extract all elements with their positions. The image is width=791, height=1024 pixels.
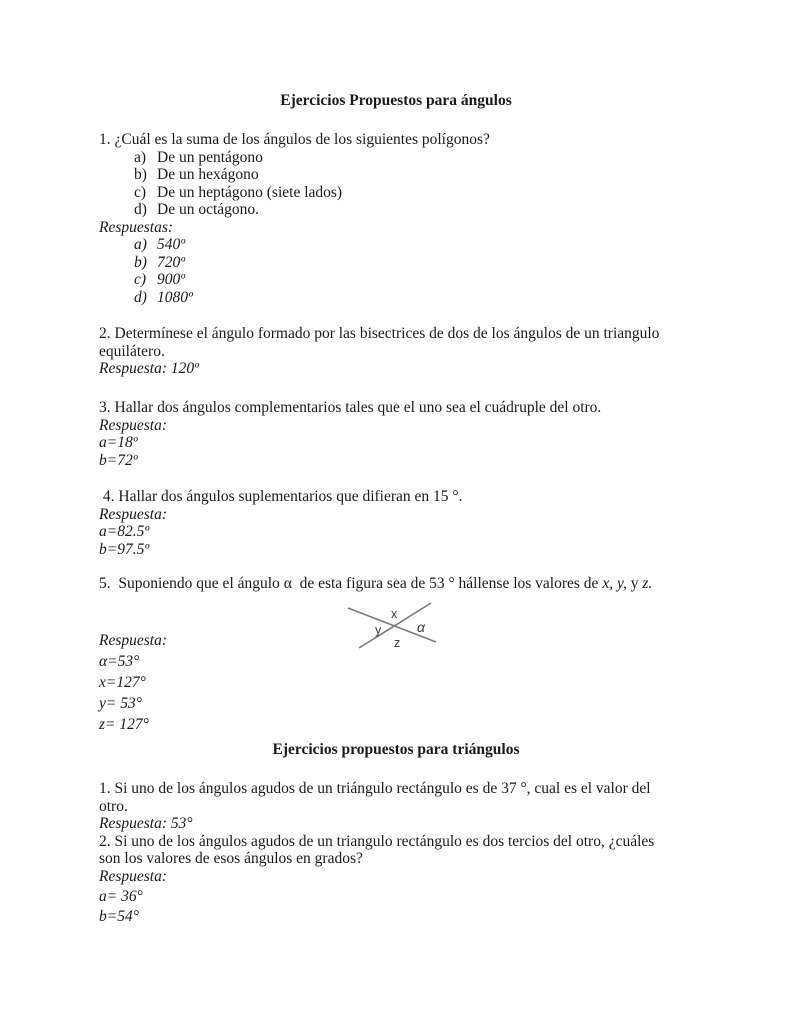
angulos-q1-option-a: [99, 149, 693, 167]
option-label: b): [134, 166, 147, 183]
triangulos-q2-answer-b: b=54°: [99, 908, 139, 925]
triangulos-q2-question-line1: 2. Si uno de los ángulos agudos de un triangulo rectángulo es dos tercios del otro, ¿cuáles: [99, 832, 655, 850]
angulos-q5-answer-heading: Respuesta:: [99, 632, 168, 649]
figure-label-y: y: [375, 623, 382, 637]
option-text: De un hexágono: [157, 166, 259, 183]
angulos-q4-question: 4. Hallar dos ángulos suplementarios que difieran en 15 °.: [99, 488, 463, 505]
angulos-q1-answer-d: [99, 289, 693, 307]
angulos-q1-option-d: [99, 201, 693, 219]
angulos-q3-answer-heading: Respuesta:: [99, 416, 168, 434]
option-label: d): [134, 201, 147, 218]
answer-label: b): [134, 253, 147, 271]
triangulos-q2-answer-a: a= 36°: [99, 888, 143, 905]
angulos-q3-answer-b: b=72º: [99, 451, 138, 469]
angulos-q1-answer-c: [99, 271, 693, 289]
q5-variables: z.: [642, 575, 653, 592]
triangulos-q2-question-line2: son los valores de esos ángulos en grados?: [99, 850, 363, 867]
answer-text: 1080º: [157, 288, 193, 306]
triangulos-q1-question-line2: otro.: [99, 797, 128, 815]
angulos-q1-option-c: [99, 184, 693, 202]
figure-label-z: z: [394, 636, 401, 650]
angulos-q1-option-b: [99, 166, 693, 184]
option-label: c): [134, 183, 147, 201]
q5-text: 5. Suponiendo que el ángulo: [99, 575, 284, 592]
answer-text: 540º: [157, 236, 186, 253]
section-title-angulos: Ejercicios Propuestos para ángulos: [280, 92, 512, 109]
triangulos-q1-answer: Respuesta: 53°: [99, 815, 193, 832]
angulos-q5-answer-block: [99, 607, 693, 735]
angulos-q5-question: [99, 575, 693, 593]
angulos-q5-answer-alpha: α=53°: [99, 653, 140, 670]
q5-variables: x, y,: [602, 575, 627, 592]
angulos-q2-question-line2: equilátero.: [99, 342, 165, 360]
option-label: a): [134, 148, 147, 166]
angulos-q2-answer: Respuesta: 120º: [99, 360, 199, 377]
triangulos-q1-question-line1: 1. Si uno de los ángulos agudos de un triángulo rectángulo es de 37 °, cual es el valor del: [99, 780, 651, 797]
angulos-q1-answers-heading: Respuestas:: [99, 218, 174, 236]
angulos-q4-answer-heading: Respuesta:: [99, 505, 168, 523]
crossing-lines-figure: [344, 600, 444, 655]
answer-label: c): [134, 271, 147, 288]
q5-alpha-symbol: α: [283, 575, 292, 592]
option-text: De un pentágono: [157, 148, 263, 166]
angulos-q3-answer-a: a=18º: [99, 434, 138, 451]
angulos-q2-question-line1: 2. Determínese el ángulo formado por las bisectrices de dos de los ángulos de un triangulo: [99, 325, 660, 342]
angulos-q1-answer-a: [99, 236, 693, 254]
angulos-q1-answer-b: [99, 254, 693, 272]
section-title-triangulos: Ejercicios propuestos para triángulos: [272, 740, 520, 758]
angulos-q1-question: 1. ¿Cuál es la suma de los ángulos de los siguientes polígonos?: [99, 131, 490, 148]
answer-label: a): [134, 236, 147, 253]
answer-text: 720º: [157, 253, 186, 271]
crossing-lines-svg: [344, 600, 444, 655]
option-text: De un octágono.: [157, 201, 260, 218]
angulos-q4-answer-b: b=97.5º: [99, 540, 150, 558]
q5-text: de esta figura sea de 53 ° hállense los valores de: [291, 575, 603, 592]
figure-label-alpha: α: [417, 619, 425, 635]
figure-label-x: x: [391, 607, 398, 621]
triangulos-q2-answer-heading: Respuesta:: [99, 867, 168, 885]
angulos-q5-answer-y: y= 53°: [99, 695, 142, 712]
angulos-q3-question: 3. Hallar dos ángulos complementarios tales que el uno sea el cuádruple del otro.: [99, 399, 602, 416]
angulos-q5-answer-z: z= 127°: [99, 716, 149, 733]
angulos-q5-answer-x: x=127°: [99, 674, 146, 691]
angulos-q4-answer-a: a=82.5º: [99, 523, 150, 540]
document-content: [99, 92, 693, 927]
q5-text: y: [626, 575, 643, 592]
option-text: De un heptágono (siete lados): [157, 183, 343, 201]
answer-text: 900º: [157, 271, 186, 288]
answer-label: d): [134, 288, 147, 306]
